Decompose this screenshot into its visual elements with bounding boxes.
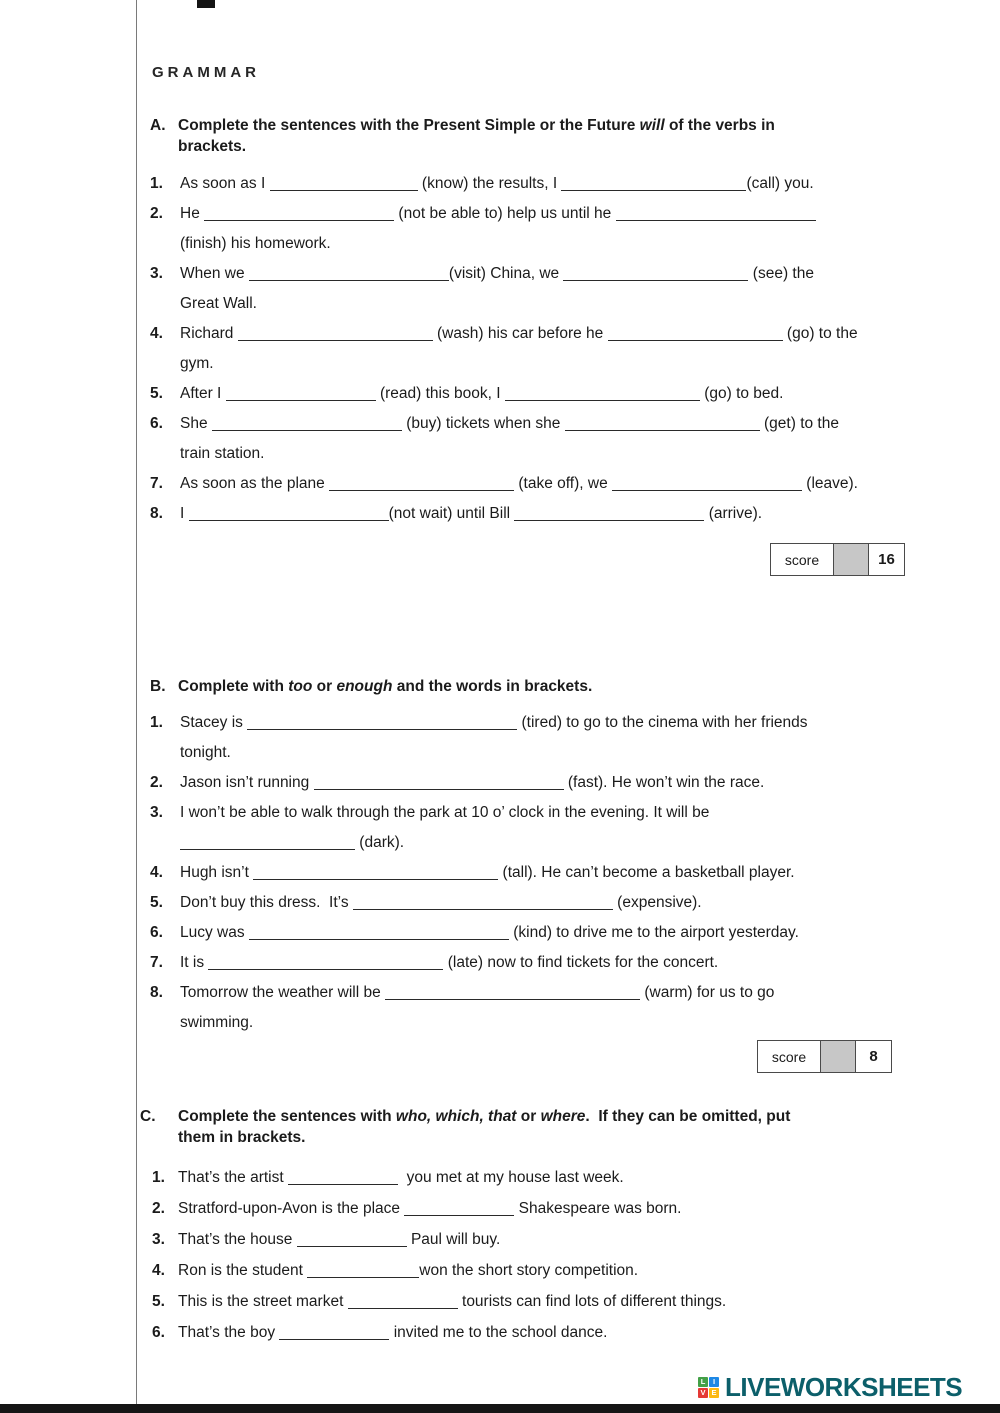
text-run: I bbox=[180, 505, 189, 522]
text-run: (late) now to find tickets for the concert. bbox=[443, 954, 719, 971]
text-run: After I bbox=[180, 385, 226, 402]
answer-blank[interactable] bbox=[204, 220, 394, 221]
text-run: where bbox=[540, 1108, 586, 1125]
section-heading bbox=[150, 676, 960, 697]
item-line bbox=[180, 349, 950, 379]
text-run: Shakespeare was born. bbox=[514, 1200, 682, 1217]
text-run: (visit) China, we bbox=[448, 265, 564, 282]
text-run: or bbox=[516, 1108, 541, 1125]
text-run: them in brackets. bbox=[178, 1129, 306, 1146]
answer-blank[interactable] bbox=[612, 490, 802, 491]
item-line bbox=[180, 409, 950, 439]
item-number: 2. bbox=[150, 774, 163, 791]
exercise-item bbox=[150, 169, 950, 199]
text-run: train station. bbox=[180, 445, 265, 462]
text-run: Richard bbox=[180, 325, 238, 342]
item-number: 6. bbox=[152, 1324, 165, 1341]
text-run: Complete the sentences with bbox=[178, 1108, 396, 1125]
item-line bbox=[180, 948, 960, 978]
item-line bbox=[180, 888, 960, 918]
item-number: 3. bbox=[150, 804, 163, 821]
score-box-b bbox=[757, 1040, 892, 1073]
text-run: As soon as I bbox=[180, 175, 270, 192]
exercise-item bbox=[150, 888, 960, 918]
answer-blank[interactable] bbox=[238, 340, 433, 341]
page-margin-line bbox=[136, 0, 137, 1413]
text-run: He bbox=[180, 205, 205, 222]
exercise-item bbox=[152, 1224, 960, 1255]
answer-blank[interactable] bbox=[505, 400, 700, 401]
answer-blank[interactable] bbox=[353, 909, 613, 910]
text-run: That’s the house bbox=[178, 1231, 297, 1248]
footer-brand bbox=[698, 1374, 962, 1400]
exercise-item bbox=[152, 1162, 960, 1193]
item-number: 1. bbox=[150, 175, 163, 192]
text-run: As soon as the plane bbox=[180, 475, 330, 492]
exercise-section-a bbox=[150, 115, 950, 529]
text-run: . If they can be omitted, put bbox=[585, 1108, 791, 1125]
text-run: (tired) to go to the cinema with her friends bbox=[517, 714, 808, 731]
item-line bbox=[180, 169, 950, 199]
answer-blank[interactable] bbox=[212, 430, 402, 431]
text-run: When we bbox=[180, 265, 249, 282]
exercise-section-c bbox=[140, 1106, 960, 1348]
item-number: 5. bbox=[152, 1293, 165, 1310]
answer-blank[interactable] bbox=[288, 1184, 398, 1185]
text-run: (leave). bbox=[802, 475, 858, 492]
score-empty-cell bbox=[833, 544, 868, 575]
text-run: invited me to the school dance. bbox=[389, 1324, 608, 1341]
heading-line bbox=[178, 1127, 790, 1148]
item-number: 4. bbox=[152, 1262, 165, 1279]
text-run: Complete the sentences with the Present Simple or the Future bbox=[178, 117, 640, 134]
text-run: Lucy was bbox=[180, 924, 249, 941]
logo-square-e: E bbox=[709, 1388, 719, 1398]
answer-blank[interactable] bbox=[616, 220, 816, 221]
answer-blank[interactable] bbox=[180, 849, 355, 850]
exercise-item bbox=[150, 199, 950, 259]
answer-blank[interactable] bbox=[208, 969, 443, 970]
text-run: too bbox=[288, 678, 313, 695]
item-line bbox=[180, 439, 950, 469]
liveworksheets-logo-icon bbox=[698, 1377, 719, 1398]
item-number: 5. bbox=[150, 894, 163, 911]
item-line bbox=[178, 1317, 960, 1348]
section-heading bbox=[150, 115, 950, 157]
item-number: 2. bbox=[150, 205, 163, 222]
item-number: 6. bbox=[150, 924, 163, 941]
item-number: 8. bbox=[150, 984, 163, 1001]
exercise-item bbox=[150, 798, 960, 858]
text-run: Tomorrow the weather will be bbox=[180, 984, 386, 1001]
exercise-item bbox=[150, 409, 950, 469]
text-run: will bbox=[639, 117, 665, 134]
heading-line bbox=[178, 136, 775, 157]
exercise-item bbox=[150, 259, 950, 319]
item-line bbox=[178, 1193, 960, 1224]
item-line bbox=[180, 289, 950, 319]
heading-line bbox=[178, 676, 592, 697]
answer-blank[interactable] bbox=[385, 999, 640, 1000]
exercise-section-b bbox=[150, 676, 960, 1038]
text-run: Jason isn’t running bbox=[180, 774, 314, 791]
item-number: 3. bbox=[150, 265, 163, 282]
exercise-item bbox=[152, 1255, 960, 1286]
text-run: That’s the artist bbox=[178, 1169, 288, 1186]
text-run: (go) to bed. bbox=[699, 385, 784, 402]
exercise-item bbox=[150, 918, 960, 948]
item-line bbox=[180, 319, 950, 349]
text-run: (warm) for us to go bbox=[640, 984, 775, 1001]
answer-blank[interactable] bbox=[226, 400, 376, 401]
answer-blank[interactable] bbox=[279, 1339, 389, 1340]
text-run: Complete with bbox=[178, 678, 289, 695]
answer-blank[interactable] bbox=[608, 340, 783, 341]
item-number: 7. bbox=[150, 475, 163, 492]
text-run: gym. bbox=[180, 355, 214, 372]
item-number: 4. bbox=[150, 864, 163, 881]
text-run: tonight. bbox=[180, 744, 231, 761]
text-run: or bbox=[312, 678, 337, 695]
answer-blank[interactable] bbox=[249, 939, 509, 940]
scan-artifact bbox=[197, 0, 215, 8]
item-number: 4. bbox=[150, 325, 163, 342]
text-run: you met at my house last week. bbox=[397, 1169, 624, 1186]
text-run: (get) to the bbox=[759, 415, 839, 432]
text-run: That’s the boy bbox=[178, 1324, 280, 1341]
text-run: and the words in brackets. bbox=[392, 678, 593, 695]
answer-blank[interactable] bbox=[565, 430, 760, 431]
item-number: 2. bbox=[152, 1200, 165, 1217]
item-line bbox=[180, 229, 950, 259]
logo-square-l: L bbox=[698, 1377, 708, 1387]
text-run: (expensive). bbox=[612, 894, 702, 911]
text-run: (know) the results, I bbox=[417, 175, 562, 192]
text-run: Hugh isn’t bbox=[180, 864, 254, 881]
answer-blank[interactable] bbox=[404, 1215, 514, 1216]
item-number: 5. bbox=[150, 385, 163, 402]
text-run: who, which, that bbox=[395, 1108, 517, 1125]
brand-wordmark: LIVEWORKSHEETS bbox=[725, 1372, 963, 1402]
section-heading bbox=[140, 1106, 960, 1148]
text-run: Great Wall. bbox=[180, 295, 257, 312]
section-heading-text bbox=[178, 115, 775, 157]
text-run: enough bbox=[336, 678, 393, 695]
score-label: score bbox=[771, 1048, 807, 1065]
section-heading-text bbox=[178, 676, 592, 697]
text-run: (dark). bbox=[355, 834, 405, 851]
logo-square-v: V bbox=[698, 1388, 708, 1398]
text-run: Don’t buy this dress. It’s bbox=[180, 894, 353, 911]
logo-square-i: I bbox=[709, 1377, 719, 1387]
item-number: 3. bbox=[152, 1231, 165, 1248]
answer-blank[interactable] bbox=[329, 490, 514, 491]
exercise-item bbox=[150, 499, 950, 529]
item-line bbox=[180, 768, 960, 798]
text-run: Paul will buy. bbox=[406, 1231, 501, 1248]
answer-blank[interactable] bbox=[307, 1277, 419, 1278]
score-box-a bbox=[770, 543, 905, 576]
item-number: 8. bbox=[150, 505, 163, 522]
item-line bbox=[180, 469, 950, 499]
item-line bbox=[178, 1162, 960, 1193]
answer-blank[interactable] bbox=[563, 280, 748, 281]
section-letter: B. bbox=[150, 678, 166, 695]
text-run: tourists can find lots of different things. bbox=[457, 1293, 727, 1310]
text-run: Stacey is bbox=[180, 714, 248, 731]
exercise-item bbox=[152, 1286, 960, 1317]
exercise-item bbox=[150, 948, 960, 978]
item-number: 7. bbox=[150, 954, 163, 971]
item-number: 6. bbox=[150, 415, 163, 432]
bottom-bar bbox=[0, 1404, 1000, 1413]
item-line bbox=[180, 1008, 960, 1038]
exercise-item bbox=[152, 1317, 960, 1348]
text-run: (call) you. bbox=[746, 175, 814, 192]
answer-blank[interactable] bbox=[314, 789, 564, 790]
text-run: (go) to the bbox=[782, 325, 858, 342]
text-run: (fast). He won’t win the race. bbox=[563, 774, 765, 791]
text-run: Stratford-upon-Avon is the place bbox=[178, 1200, 405, 1217]
items bbox=[150, 708, 960, 1038]
item-line bbox=[180, 918, 960, 948]
text-run: of the verbs in bbox=[664, 117, 775, 134]
item-line bbox=[178, 1286, 960, 1317]
heading-line bbox=[178, 115, 775, 136]
text-run: Ron is the student bbox=[178, 1262, 308, 1279]
text-run: (wash) his car before he bbox=[432, 325, 608, 342]
text-run: (tall). He can’t become a basketball player. bbox=[498, 864, 795, 881]
answer-blank[interactable] bbox=[348, 1308, 458, 1309]
exercise-item bbox=[150, 469, 950, 499]
text-run: (not wait) until Bill bbox=[388, 505, 515, 522]
exercise-item bbox=[150, 978, 960, 1038]
section-heading-text bbox=[178, 1106, 790, 1148]
heading-line bbox=[178, 1106, 790, 1127]
section-letter: C. bbox=[140, 1108, 156, 1125]
item-line bbox=[180, 798, 960, 828]
score-value: 16 bbox=[868, 544, 904, 575]
exercise-item bbox=[150, 858, 960, 888]
section-letter: A. bbox=[150, 117, 166, 134]
item-line bbox=[178, 1255, 960, 1286]
items bbox=[152, 1162, 960, 1348]
answer-blank[interactable] bbox=[514, 520, 704, 521]
text-run: (take off), we bbox=[514, 475, 612, 492]
answer-blank[interactable] bbox=[270, 190, 418, 191]
exercise-item bbox=[150, 319, 950, 379]
answer-blank[interactable] bbox=[189, 520, 389, 521]
answer-blank[interactable] bbox=[253, 879, 498, 880]
score-value: 8 bbox=[855, 1041, 891, 1072]
text-run: won the short story competition. bbox=[419, 1262, 639, 1279]
item-line bbox=[180, 708, 960, 738]
text-run: (not be able to) help us until he bbox=[394, 205, 616, 222]
items bbox=[150, 169, 950, 529]
answer-blank[interactable] bbox=[561, 190, 746, 191]
exercise-item bbox=[152, 1193, 960, 1224]
score-empty-cell bbox=[820, 1041, 855, 1072]
text-run: (see) the bbox=[748, 265, 814, 282]
text-run: (read) this book, I bbox=[375, 385, 505, 402]
answer-blank[interactable] bbox=[249, 280, 449, 281]
text-run: This is the street market bbox=[178, 1293, 348, 1310]
text-run: She bbox=[180, 415, 212, 432]
item-line bbox=[180, 259, 950, 289]
answer-blank[interactable] bbox=[247, 729, 517, 730]
exercise-item bbox=[150, 379, 950, 409]
text-run: (buy) tickets when she bbox=[401, 415, 565, 432]
answer-blank[interactable] bbox=[297, 1246, 407, 1247]
score-label: score bbox=[784, 551, 820, 568]
item-number: 1. bbox=[152, 1169, 165, 1186]
text-run: (finish) his homework. bbox=[180, 235, 331, 252]
text-run: I won’t be able to walk through the park at 10 o’ clock in the evening. It will be bbox=[180, 804, 710, 821]
text-run: swimming. bbox=[180, 1014, 254, 1031]
exercise-item bbox=[150, 708, 960, 768]
item-line bbox=[180, 738, 960, 768]
text-run: It is bbox=[180, 954, 209, 971]
item-line bbox=[180, 379, 950, 409]
text-run: brackets. bbox=[178, 138, 247, 155]
item-number: 1. bbox=[150, 714, 163, 731]
text-run: (arrive). bbox=[704, 505, 763, 522]
exercise-item bbox=[150, 768, 960, 798]
item-line bbox=[180, 828, 960, 858]
text-run: (kind) to drive me to the airport yesterday. bbox=[508, 924, 799, 941]
item-line bbox=[180, 499, 950, 529]
item-line bbox=[180, 199, 950, 229]
item-line bbox=[180, 978, 960, 1008]
page-title: GRAMMAR bbox=[152, 64, 260, 81]
item-line bbox=[180, 858, 960, 888]
item-line bbox=[178, 1224, 960, 1255]
